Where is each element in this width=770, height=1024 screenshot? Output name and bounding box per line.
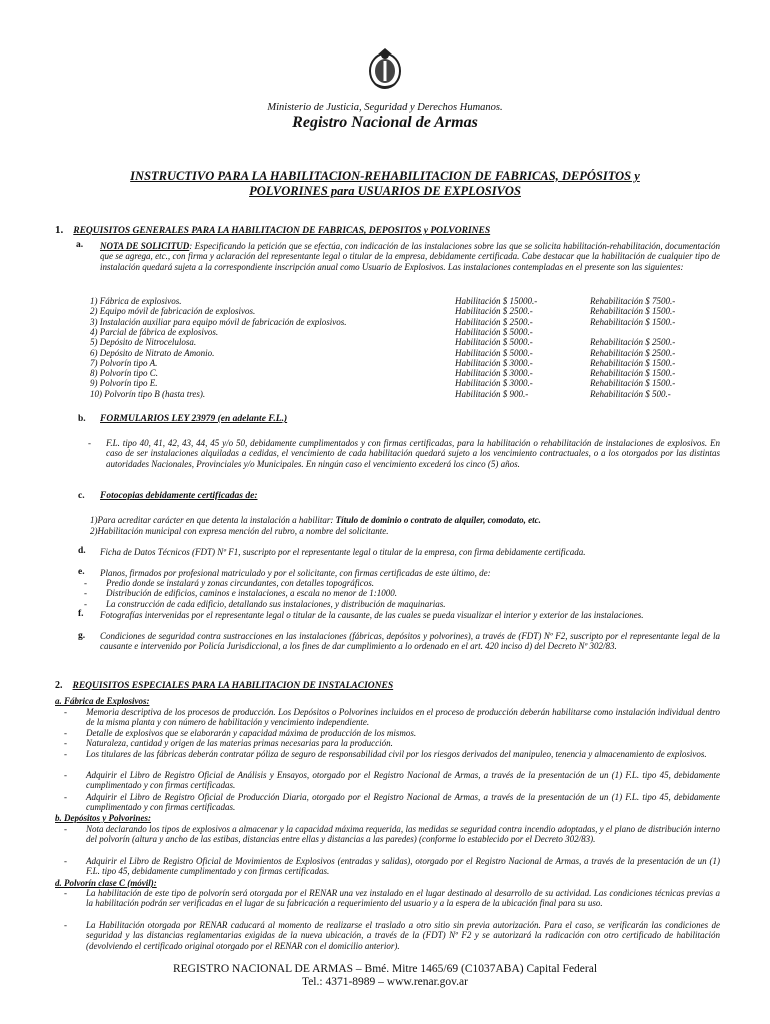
installation-name: 9) Polvorín tipo E. — [90, 378, 158, 389]
depositos-item: Nota declarando los tipos de explosivos a almacenar y la capacidad máxima requerida, las medidas se seguridad contra incendio adoptadas, y el plano de distribución interno del polvorín (altura y ancho de las estibas, distancias entre ellas y distancias a las paredes) (conforme lo establecido por el Decreto 302/83). — [86, 824, 720, 845]
item-e-text: Planos, firmados por profesional matriculado y por el solicitante, con firmas certificadas de este último, de: — [100, 568, 491, 578]
fabrica-item: Adquirir el Libro de Registro Oficial de Análisis y Ensayos, otorgado por el Registro Nacional de Armas, a través de la presentación de un (1) F.L. tipo 45, debidamente cumplimentado y con firmas certificadas. — [86, 770, 720, 791]
registry-name: Registro Nacional de Armas — [292, 114, 478, 131]
bullet-dash: - — [64, 770, 67, 780]
installation-hab: Habilitación $ 3000.- — [455, 357, 533, 368]
fotocopias-item-1 — [90, 515, 730, 525]
page-footer — [0, 963, 770, 989]
item-g-text: Condiciones de seguridad contra sustracciones en las instalaciones (fábricas, depósitos y polvorines), a través de (FDT) Nº F2, suscripto por el representante legal de la causante e intervenido por Policía Jurisdiccional, a los fines de dar cumplimiento a lo ordenado en el art. 420 inciso d) del Decreto Nº 302/83. — [100, 631, 720, 652]
installation-hab: Habilitación $ 5000.- — [455, 326, 533, 337]
installation-name: 4) Parcial de fábrica de explosivos. — [90, 326, 219, 337]
item-f-text: Fotografías intervenidas por el representante legal o titular de la causante, de las cuales se pueda visualizar el interior y exterior de las instalaciones. — [100, 610, 644, 620]
section-2-heading — [55, 675, 735, 693]
fabrica-explosivos-heading: a. Fábrica de Explosivos: — [55, 696, 150, 706]
installation-hab: Habilitación $ 15000.- — [455, 296, 538, 306]
bullet-dash: - — [64, 749, 67, 759]
bullet-dash: - — [84, 588, 87, 598]
installation-rehab: Rehabilitación $ 500.- — [590, 388, 671, 399]
depositos-item: Adquirir el Libro de Registro Oficial de Movimientos de Explosivos (entradas y salidas), otorgado por el Registro Nacional de Armas, a través de la presentación de un (1) F.L. tipo 45, debidamente cumplimentado y con firmas certificadas. — [86, 856, 720, 877]
polvorin-clase-c-heading: d. Polvorín clase C (móvil): — [55, 878, 157, 888]
depositos-polvorines-heading: b. Depósitos y Polvorines: — [55, 813, 151, 823]
bullet-dash: - — [88, 438, 91, 448]
nota-solicitud-body: : Especificando la petición que se efectúa, con indicación de las instalaciones sobre las que se solicita habilitación-rehabilitación, documentación que se agrega, etc., con firma y aclaración del representante legal o titular de la empresa, debidamente certificada. Cabe destacar que la habilitación de cualquier tipo de instalación quedará sujeta a la correspondiente inscripción anual como Usuario de Explosivos. Las instalaciones contempladas en el presente son las siguientes: — [100, 241, 720, 272]
item-d-text: Ficha de Datos Técnicos (FDT) Nº F1, suscripto por el representante legal o titular de la empresa, con firma debidamente certificada. — [100, 547, 586, 557]
item-g-label: g. — [78, 631, 86, 641]
installation-hab: Habilitación $ 3000.- — [455, 378, 533, 389]
installation-hab: Habilitación $ 5000.- — [455, 347, 533, 358]
formularios-text: F.L. tipo 40, 41, 42, 43, 44, 45 y/o 50, debidamente cumplimentados y con firmas certificadas, para la habilitación o rehabilitación de instalaciones de explosivos. En caso de ser instalaciones alquiladas a cedidas, el vencimiento de cada habilitación quedará sujeto a los vencimiento contractuales, o a los otorgados por las distintas autoridades Nacionales, Provinciales y/o Municipales. En ningún caso el vencimiento excederá los cinco (5) años. — [106, 438, 720, 469]
installation-hab: Habilitación $ 2500.- — [455, 316, 533, 327]
installation-hab: Habilitación $ 900.- — [455, 388, 529, 399]
fotocopias-item-1-bold: Título de dominio o contrato de alquiler, comodato, etc. — [335, 515, 541, 525]
item-a-text — [100, 241, 720, 272]
plano-item: Distribución de edificios, caminos e instalaciones, a escala no menor de 1:1000. — [106, 588, 397, 598]
item-f-label: f. — [78, 609, 84, 619]
item-d-label: d. — [78, 546, 86, 556]
installation-rehab: Rehabilitación $ 2500.- — [590, 347, 676, 358]
installation-name: 5) Depósito de Nitrocelulosa. — [90, 337, 197, 348]
bullet-dash: - — [64, 792, 67, 802]
section-1-title: REQUISITOS GENERALES PARA LA HABILITACION DE FABRICAS, DEPOSITOS y POLVORINES — [73, 226, 491, 236]
fabrica-item: Adquirir el Libro de Registro Oficial de Producción Diaria, otorgado por el Registro Nacional de Armas, a través de la presentación de un (1) F.L. tipo 45, debidamente cumplimentado y con firmas certificadas. — [86, 792, 720, 813]
bullet-dash: - — [64, 738, 67, 748]
bullet-dash: - — [64, 856, 67, 866]
nota-solicitud-label: NOTA DE SOLICITUD — [100, 241, 190, 251]
bullet-dash: - — [64, 920, 67, 930]
item-c-label: c. — [78, 491, 85, 501]
footer-address: REGISTRO NACIONAL DE ARMAS – Bmé. Mitre 1465/69 (C1037ABA) Capital Federal — [172, 963, 598, 975]
fabrica-item: Memoria descriptiva de los procesos de producción. Los Depósitos o Polvorines incluidos en el proceso de producción deberán habilitarse como instalación individual dentro de la misma planta y con número de habilitación y vencimiento independiente. — [86, 707, 720, 728]
fabrica-item: Detalle de explosivos que se elaborarán y capacidad máxima de producción de los mismos. — [86, 728, 417, 738]
section-1-number: 1. — [55, 224, 64, 236]
item-e-label: e. — [78, 567, 85, 577]
bullet-dash: - — [84, 578, 87, 588]
installation-name: 6) Depósito de Nitrato de Amonio. — [90, 347, 215, 358]
installation-rehab: Rehabilitación $ 1500.- — [590, 316, 676, 327]
national-seal-icon — [366, 46, 404, 90]
bullet-dash: - — [84, 599, 87, 609]
plano-item: Predio donde se instalará y zonas circundantes, con detalles topográficos. — [106, 578, 375, 588]
installation-name: 2) Equipo móvil de fabricación de explosivos. — [90, 306, 256, 317]
footer-contact: Tel.: 4371-8989 – www.renar.gov.ar — [301, 976, 468, 988]
bullet-dash: - — [64, 707, 67, 717]
item-b-label: b. — [78, 414, 86, 424]
installation-hab: Habilitación $ 3000.- — [455, 368, 533, 379]
document-title — [60, 169, 710, 199]
installation-hab: Habilitación $ 5000.- — [455, 337, 533, 348]
installation-rehab: Rehabilitación $ 1500.- — [590, 368, 676, 379]
fotocopias-item-1-lead: 1)Para acreditar carácter en que detenta la instalación a habilitar: — [90, 515, 336, 525]
installation-rehab: Rehabilitación $ 7500.- — [590, 296, 676, 306]
ministry-name: Ministerio de Justicia, Seguridad y Derechos Humanos. — [267, 102, 503, 113]
plano-item: La construcción de cada edificio, detallando sus instalaciones, y distribución de maquinarias. — [106, 599, 446, 609]
fabrica-item: Los titulares de las fábricas deberán contratar póliza de seguro de responsabilidad civil por los riesgos derivados del manipuleo, tenencia y almacenamiento de explosivos. — [86, 749, 707, 759]
fotocopias-heading: Fotocopias debidamente certificadas de: — [100, 491, 258, 501]
section-1-heading — [55, 220, 735, 238]
bullet-dash: - — [64, 824, 67, 834]
installation-rehab: Rehabilitación $ 2500.- — [590, 337, 676, 348]
installation-name: 1) Fábrica de explosivos. — [90, 296, 182, 306]
polvorin-item: La habilitación de este tipo de polvorín será otorgada por el RENAR una vez instalado en el lugar destinado al desarrollo de su actividad. Las condiciones técnicas previas a la habilitación podrán ser verificadas en el lugar de su fabricación a requerimiento del usuario y a la espera de la ubicación final para su uso. — [86, 888, 720, 909]
installation-name: 8) Polvorín tipo C. — [90, 368, 158, 379]
polvorin-item: La Habilitación otorgada por RENAR caducará al momento de realizarse el traslado a otro sitio sin previa autorización. Para el caso, se verificarán las condiciones de seguridad y las distancias reglamentarias exigidas de la nueva ubicación, a través de la (FDT) Nº F2 y se autorizará la radicación con otro certificado de habilitación (devolviendo el certificado original otorgado por el RENAR con el domicilio anterior). — [86, 920, 720, 951]
installations-table — [90, 296, 730, 406]
item-a-label: a. — [76, 240, 84, 250]
bullet-dash: - — [64, 728, 67, 738]
section-2-number: 2. — [55, 680, 63, 691]
installation-name: 7) Polvorín tipo A. — [90, 357, 158, 368]
bullet-dash: - — [64, 888, 67, 898]
fotocopias-item-2: 2)Habilitación municipal con expresa mención del rubro, a nombre del solicitante. — [90, 526, 389, 536]
installation-rehab: Rehabilitación $ 1500.- — [590, 378, 676, 389]
installation-name: 10) Polvorín tipo B (hasta tres). — [90, 388, 206, 399]
installation-rehab: Rehabilitación $ 1500.- — [590, 357, 676, 368]
section-2-title: REQUISITOS ESPECIALES PARA LA HABILITACION DE INSTALACIONES — [72, 681, 394, 691]
installation-name: 3) Instalación auxiliar para equipo móvil de fabricación de explosivos. — [90, 316, 347, 327]
formularios-heading: FORMULARIOS LEY 23979 (en adelante F.L.) — [100, 414, 288, 424]
installation-rehab: Rehabilitación $ 1500.- — [590, 306, 676, 317]
installation-hab: Habilitación $ 2500.- — [455, 306, 533, 317]
fabrica-item: Naturaleza, cantidad y origen de las materias primas necesarias para la producción. — [86, 738, 393, 748]
title-line-1: INSTRUCTIVO PARA LA HABILITACION-REHABILITACION DE FABRICAS, DEPÓSITOS y — [130, 169, 640, 183]
title-line-2: POLVORINES para USUARIOS DE EXPLOSIVOS — [249, 184, 521, 198]
